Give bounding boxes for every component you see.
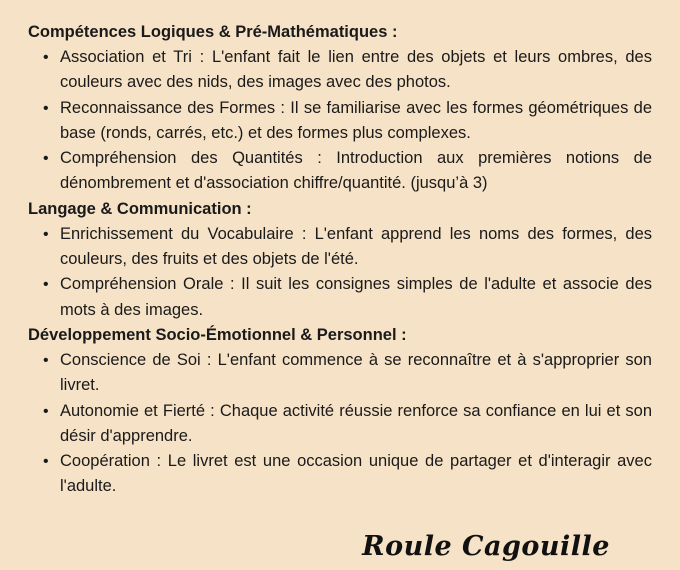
- list-item: • Reconnaissance des Formes : Il se familiarise avec les formes géométriques de base (ronds, carrés, etc.) et des formes plus complexes.: [60, 96, 652, 147]
- bullet-icon: •: [43, 225, 49, 243]
- section-logic: [28, 20, 652, 197]
- section-title: Développement Socio-Émotionnel & Personnel :: [28, 325, 407, 344]
- list-item: • Association et Tri : L'enfant fait le lien entre des objets et leurs ombres, des couleurs avec des nids, des images avec des photos.: [60, 45, 652, 96]
- list-item: • Coopération : Le livret est une occasion unique de partager et d'interagir avec l'adulte.: [60, 449, 652, 500]
- bullet-icon: •: [43, 402, 49, 420]
- bullet-icon: •: [43, 351, 49, 369]
- section-language: [28, 197, 652, 323]
- bullet-icon: •: [43, 453, 49, 471]
- bullet-icon: •: [43, 276, 49, 294]
- document-body: [28, 20, 652, 500]
- section-socio-emotional: [28, 323, 652, 500]
- bullet-icon: •: [43, 150, 49, 168]
- list-item: • Compréhension Orale : Il suit les consignes simples de l'adulte et associe des mots à des images.: [60, 272, 652, 323]
- list-item: • Enrichissement du Vocabulaire : L'enfant apprend les noms des formes, des couleurs, des fruits et des objets de l'été.: [60, 222, 652, 273]
- signature-logo: Roule Cagouille: [362, 531, 610, 562]
- bullet-list: [28, 348, 652, 500]
- bullet-list: [28, 45, 652, 197]
- section-title: Compétences Logiques & Pré-Mathématiques :: [28, 23, 398, 41]
- bullet-icon: •: [43, 49, 49, 66]
- bullet-icon: •: [43, 99, 49, 117]
- section-title: Langage & Communication :: [28, 199, 252, 218]
- list-item: • Conscience de Soi : L'enfant commence à se reconnaître et à s'approprier son livret.: [60, 348, 652, 399]
- list-item: • Compréhension des Quantités : Introduction aux premières notions de dénombrement et d'association chiffre/quantité. (jusqu’à 3): [60, 146, 652, 197]
- bullet-list: [28, 222, 652, 323]
- list-item: • Autonomie et Fierté : Chaque activité réussie renforce sa confiance en lui et son désir d'apprendre.: [60, 399, 652, 450]
